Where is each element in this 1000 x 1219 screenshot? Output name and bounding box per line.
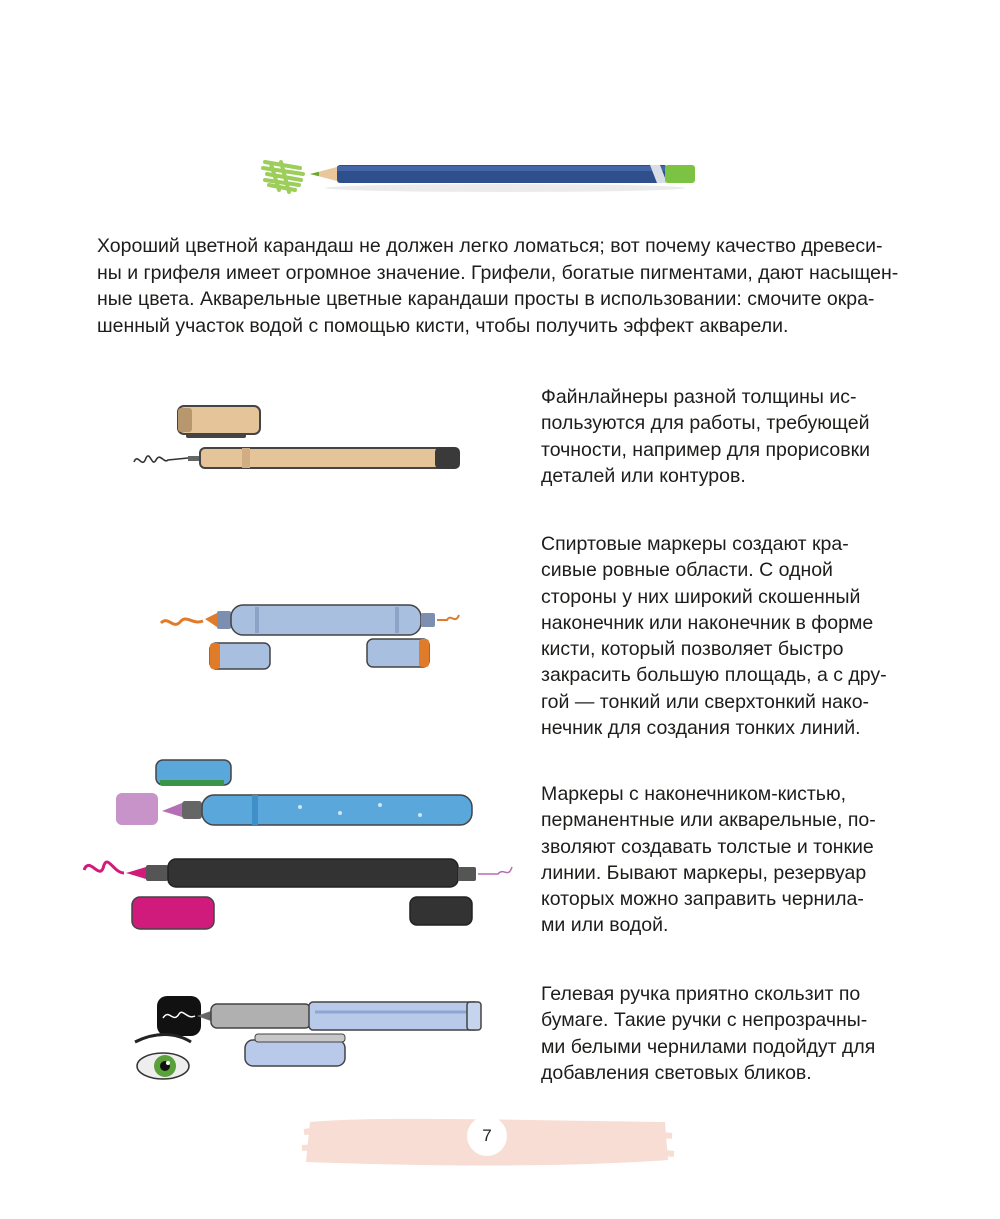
intro-line: ные цвета. Акварельные цветные карандаши просты в использовании: смочите окра- [97, 288, 875, 310]
pencil-lead [310, 172, 319, 177]
purple-swatch [116, 793, 158, 825]
intro-line: ны и грифеля имеет огромное значение. Грифели, богатые пигментами, дают насыщен- [97, 261, 899, 284]
page-number: 7 [467, 1116, 507, 1156]
brush-marker-line: перманентные или акварельные, по- [541, 809, 876, 832]
black-marker-body [168, 859, 458, 887]
fineliner-body [200, 448, 450, 468]
alcohol-marker-line: гой — тонкий или сверхтонкий нако- [541, 690, 870, 713]
alcohol-marker-line: сивые ровные области. С одной [541, 559, 833, 582]
black-marker-cap [410, 897, 472, 925]
brush-marker-description [541, 781, 886, 939]
alcohol-marker-description [541, 531, 886, 741]
brush-markers-illustration [80, 755, 520, 935]
gel-pen-line: ми белыми чернилами подойдут для [541, 1035, 876, 1058]
fineliner-description [541, 384, 886, 489]
intro-line: Хороший цветной карандаш не должен легко ломаться; вот почему качество древеси- [97, 235, 883, 257]
gel-pen-line: Гелевая ручка приятно скользит по [541, 983, 861, 1005]
orange-stroke-right [437, 615, 459, 620]
brush-marker-line: ми или водой. [541, 914, 669, 937]
gel-pen-illustration [115, 990, 495, 1085]
alcohol-marker-line: закрасить большую площадь, а с дру- [541, 664, 887, 687]
fineliner-scribble [134, 456, 188, 462]
violet-stroke [478, 867, 512, 874]
brush-marker-line: Маркеры с наконечником-кистью, [541, 783, 846, 805]
brush-marker-line: зволяют создавать толстые и тонкие [541, 835, 874, 858]
fineliner-line: пользуются для работы, требующей [541, 412, 870, 435]
pink-stroke [84, 862, 124, 873]
alcohol-marker-line: наконечник или наконечник в форме [541, 611, 874, 634]
gel-pen-cap [245, 1040, 345, 1066]
fineliner-line: Файнлайнеры разной толщины ис- [541, 386, 857, 408]
brush-marker-line: которых можно заправить чернила- [541, 888, 864, 911]
fineliner-line: деталей или контуров. [541, 464, 746, 487]
alcohol-marker-line: кисти, который позволяет быстро [541, 638, 844, 661]
brush-marker-line: линии. Бывают маркеры, резервуар [541, 861, 867, 884]
gel-pen-grip [211, 1004, 311, 1028]
gel-pen-line: добавления световых бликов. [541, 1061, 812, 1084]
fineliner-line: точности, например для прорисовки [541, 438, 871, 461]
pink-marker-cap [132, 897, 214, 929]
gel-pen-line: бумаге. Такие ручки с непрозрачны- [541, 1009, 868, 1032]
gel-pen-description [541, 981, 886, 1086]
orange-stroke-left [161, 619, 203, 624]
alcohol-marker-body [231, 605, 421, 635]
gel-pen-body [309, 1002, 479, 1030]
alcohol-marker-line: стороны у них широкий скошенный [541, 585, 861, 608]
alcohol-marker-line: нечник для создания тонких линий. [541, 717, 861, 740]
blue-marker-body [202, 795, 472, 825]
colored-pencil-illustration [255, 150, 705, 200]
alcohol-marker-illustration [155, 595, 465, 675]
alcohol-marker-line: Спиртовые маркеры создают кра- [541, 533, 849, 555]
pencil-end [665, 165, 695, 183]
green-scribble [263, 162, 303, 192]
intro-line: шенный участок водой с помощью кисти, чтобы получить эффект акварели. [97, 314, 789, 337]
fineliner-illustration [130, 400, 470, 480]
intro-paragraph [97, 233, 899, 339]
